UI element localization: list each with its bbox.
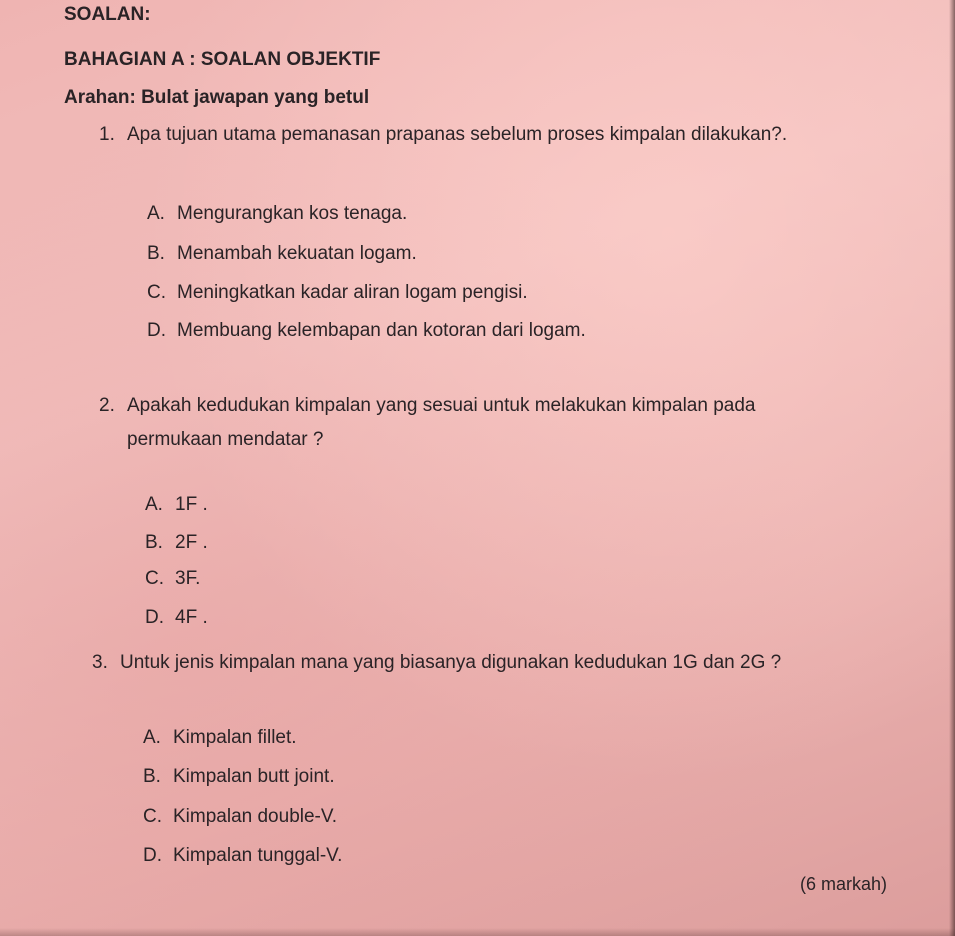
question-text: Apakah kedudukan kimpalan yang sesuai untuk melakukan kimpalan pada <box>127 395 756 416</box>
option-1c[interactable] <box>147 282 528 304</box>
option-text: Kimpalan tunggal-V. <box>173 845 343 866</box>
question-text: Apa tujuan utama pemanasan prapanas sebelum proses kimpalan dilakukan?. <box>127 124 788 145</box>
option-text: Kimpalan double-V. <box>173 806 338 827</box>
option-3a[interactable] <box>143 727 297 749</box>
instruction: Arahan: Bulat jawapan yang betul <box>64 87 370 108</box>
option-text: Kimpalan butt joint. <box>173 766 335 787</box>
option-2d[interactable] <box>145 607 208 629</box>
option-letter: A. <box>143 727 161 748</box>
option-text: 1F . <box>175 494 208 515</box>
option-1a[interactable] <box>147 203 407 225</box>
option-3d[interactable] <box>143 845 342 867</box>
question-1 <box>99 124 787 146</box>
option-letter: C. <box>145 568 164 589</box>
option-text: 3F. <box>175 568 201 589</box>
option-letter: D. <box>143 845 162 866</box>
option-letter: D. <box>147 320 166 341</box>
question-number: 1. <box>99 124 115 145</box>
page-heading: SOALAN: <box>64 4 151 25</box>
option-text: Meningkatkan kadar aliran logam pengisi. <box>177 282 528 303</box>
question-number: 2. <box>99 395 115 416</box>
marks-label: (6 markah) <box>800 874 888 894</box>
option-text: 4F . <box>175 607 208 628</box>
option-2a[interactable] <box>145 494 208 516</box>
paper-bottom-shadow <box>0 928 955 936</box>
question-number: 3. <box>92 652 108 673</box>
question-3 <box>92 652 781 674</box>
option-text: 2F . <box>175 532 208 553</box>
option-letter: C. <box>147 282 166 303</box>
option-text: Kimpalan fillet. <box>173 727 297 748</box>
option-2c[interactable] <box>145 568 200 590</box>
option-letter: B. <box>143 766 161 787</box>
option-text: Mengurangkan kos tenaga. <box>177 203 408 224</box>
option-3b[interactable] <box>143 766 335 788</box>
option-2b[interactable] <box>145 532 208 554</box>
option-1d[interactable] <box>147 320 586 342</box>
question-text: Untuk jenis kimpalan mana yang biasanya digunakan kedudukan 1G dan 2G ? <box>120 652 782 673</box>
option-letter: B. <box>147 243 165 264</box>
option-1b[interactable] <box>147 243 417 265</box>
option-letter: C. <box>143 806 162 827</box>
option-letter: A. <box>147 203 165 224</box>
option-letter: B. <box>145 532 163 553</box>
option-3c[interactable] <box>143 806 337 828</box>
question-2 <box>99 395 755 417</box>
option-text: Menambah kekuatan logam. <box>177 243 417 264</box>
paper-edge-shadow <box>949 0 955 936</box>
option-letter: A. <box>145 494 163 515</box>
question-2-continuation: permukaan mendatar ? <box>127 429 324 450</box>
section-title: BAHAGIAN A : SOALAN OBJEKTIF <box>64 49 381 70</box>
option-text: Membuang kelembapan dan kotoran dari logam. <box>177 320 586 341</box>
option-letter: D. <box>145 607 164 628</box>
